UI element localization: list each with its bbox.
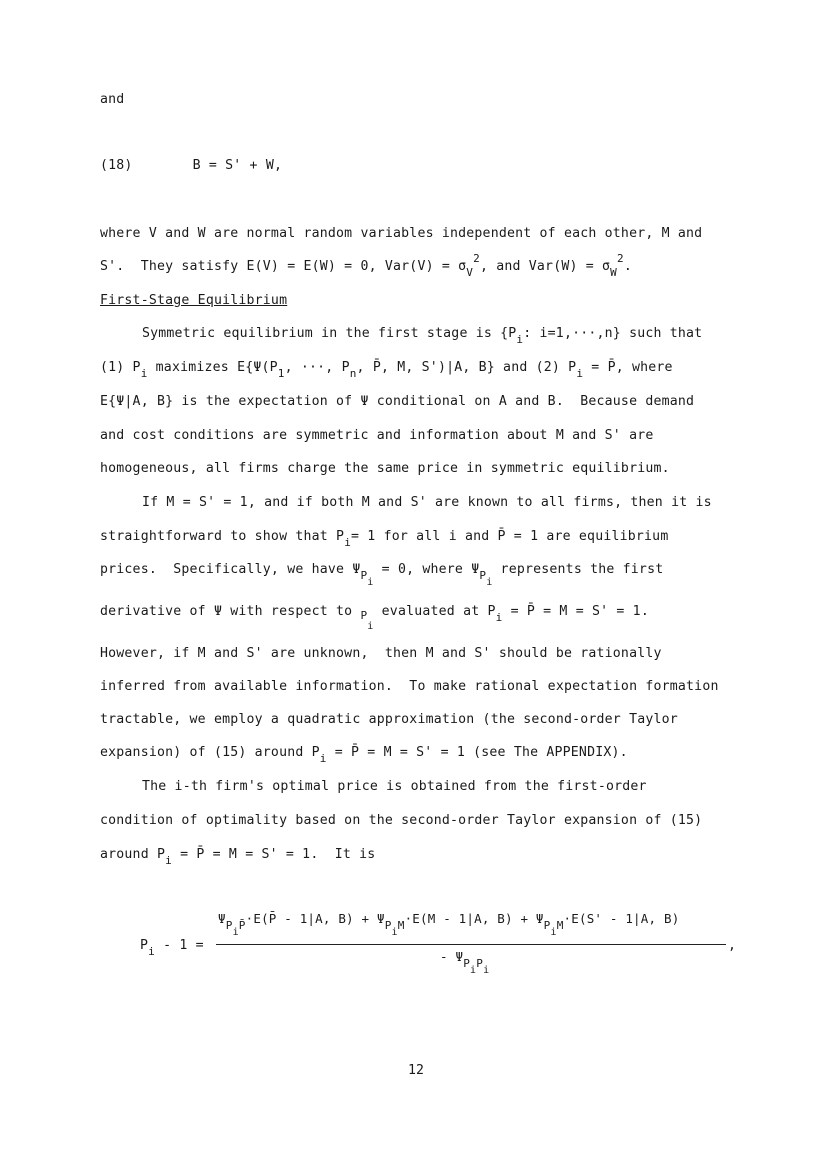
text: maximizes E{Ψ(P [147, 360, 278, 375]
text: However, if M and S' are unknown, then M and S' should be rationally [100, 646, 662, 661]
text-line [100, 393, 694, 411]
text: derivative of Ψ with respect to [100, 604, 361, 619]
text: ·E(S' - 1|A, B) [563, 911, 680, 926]
text-line [100, 744, 628, 765]
subscript: i [486, 577, 493, 588]
text: - 1 = [154, 938, 204, 953]
text: P [140, 938, 149, 953]
text: condition of optimality based on the second-order Taylor expansion of (15) [100, 813, 703, 828]
equation-numerator [218, 910, 680, 938]
subscript: i [232, 927, 239, 938]
subscript: i [576, 367, 584, 380]
equation-denominator [440, 948, 490, 976]
text: , ···, P [284, 360, 350, 375]
text: = 1 for all i and P̄ = 1 are equilibrium [351, 529, 669, 544]
text-line [100, 252, 632, 279]
subscript: i [483, 965, 490, 976]
subscript: W [610, 266, 617, 279]
superscript: 2 [473, 252, 480, 265]
text: evaluated at P [373, 604, 496, 619]
text: = P̄, where [583, 360, 673, 375]
text: prices. Specifically, we have Ψ [100, 562, 361, 577]
subscript: i [319, 752, 327, 765]
equation-lhs [140, 937, 204, 958]
subscript: i [344, 536, 352, 549]
equation-number: (18) [100, 158, 133, 173]
text-line [100, 460, 670, 478]
text: inferred from available information. To make rational expectation formation [100, 679, 719, 694]
subscript: P̄ [238, 919, 246, 932]
subscript: i [550, 927, 557, 938]
text: , and Var(W) = σ [479, 259, 611, 274]
subscript: n [349, 367, 357, 380]
text: tractable, we employ a quadratic approximation (the second-order Taylor [100, 712, 678, 727]
subscript: P [360, 569, 368, 582]
equation-comma: , [728, 938, 737, 953]
text: Symmetric equilibrium in the first stage is {P [142, 326, 517, 341]
text: ·E(M - 1|A, B) + Ψ [404, 911, 544, 926]
text: , P̄, M, S')|A, B} and (2) P [356, 360, 577, 375]
text: straightforward to show that P [100, 529, 345, 544]
text-line [100, 603, 649, 632]
subscript: P [476, 957, 484, 970]
text: represents the first [492, 562, 664, 577]
text: where V and W are normal random variables independent of each other, M and [100, 226, 703, 241]
text: - Ψ [440, 949, 464, 964]
subscript: i [470, 965, 477, 976]
subscript: P [543, 919, 551, 932]
text: expansion) of (15) around P [100, 745, 320, 760]
text: = P̄ = M = S' = 1 (see The APPENDIX). [326, 745, 628, 760]
text: homogeneous, all firms charge the same price in symmetric equilibrium. [100, 461, 670, 476]
fraction-bar [216, 944, 726, 945]
subscript: i [140, 367, 148, 380]
subscript: V [466, 266, 474, 279]
subscript: i [391, 927, 398, 938]
text: : i=1,···,n} such that [523, 326, 703, 341]
text: If M = S' = 1, and if both M and S' are known to all firms, then it is [142, 495, 712, 510]
text-line [100, 561, 664, 588]
text-line [100, 846, 376, 867]
text-line [142, 778, 647, 796]
subscript: P [463, 957, 471, 970]
text-line [142, 494, 712, 512]
text-line [100, 528, 669, 549]
text-line [100, 645, 662, 663]
subscript: i [367, 577, 374, 588]
text: Ψ [218, 911, 226, 926]
text-line [100, 812, 702, 830]
text: E{Ψ|A, B} is the expectation of Ψ conditional on A and B. Because demand [100, 394, 695, 409]
text: and [100, 92, 125, 107]
text: = 0, where Ψ [373, 562, 480, 577]
text-line [100, 678, 719, 696]
text-line [100, 711, 678, 729]
text: (1) P [100, 360, 141, 375]
text: The i-th firm's optimal price is obtained from the first-order [142, 779, 647, 794]
text: and cost conditions are symmetric and information about M and S' are [100, 428, 654, 443]
subscript: P [225, 919, 233, 932]
subscript: i [516, 333, 524, 346]
text: = P̄ = M = S' = 1. It is [171, 847, 376, 862]
subscript: i [148, 945, 155, 958]
subscript: 1 [277, 367, 285, 380]
text-line [142, 325, 703, 346]
text-line [100, 427, 654, 445]
text-line [100, 225, 702, 243]
subscript: P [360, 609, 368, 622]
subscript: i [165, 854, 172, 867]
subscript: M [397, 919, 405, 932]
subscript: P [479, 569, 487, 582]
subscript: i [367, 621, 374, 632]
subscript: i [495, 611, 503, 624]
text-line [100, 359, 673, 380]
text: = P̄ = M = S' = 1. [502, 604, 649, 619]
text-line [100, 91, 124, 109]
text: . [623, 259, 632, 274]
text: around P [100, 847, 166, 862]
text: ·E(P̄ - 1|A, B) + Ψ [245, 911, 385, 926]
section-heading: First-Stage Equilibrium [100, 293, 288, 308]
superscript: 2 [617, 252, 624, 265]
equation-body: B = S' + W, [192, 158, 283, 173]
subscript: M [556, 919, 564, 932]
page-number: 12 [408, 1063, 424, 1078]
subscript: P [384, 919, 392, 932]
equation-18 [100, 157, 282, 175]
text: S'. They satisfy E(V) = E(W) = 0, Var(V) = σ [100, 259, 467, 274]
